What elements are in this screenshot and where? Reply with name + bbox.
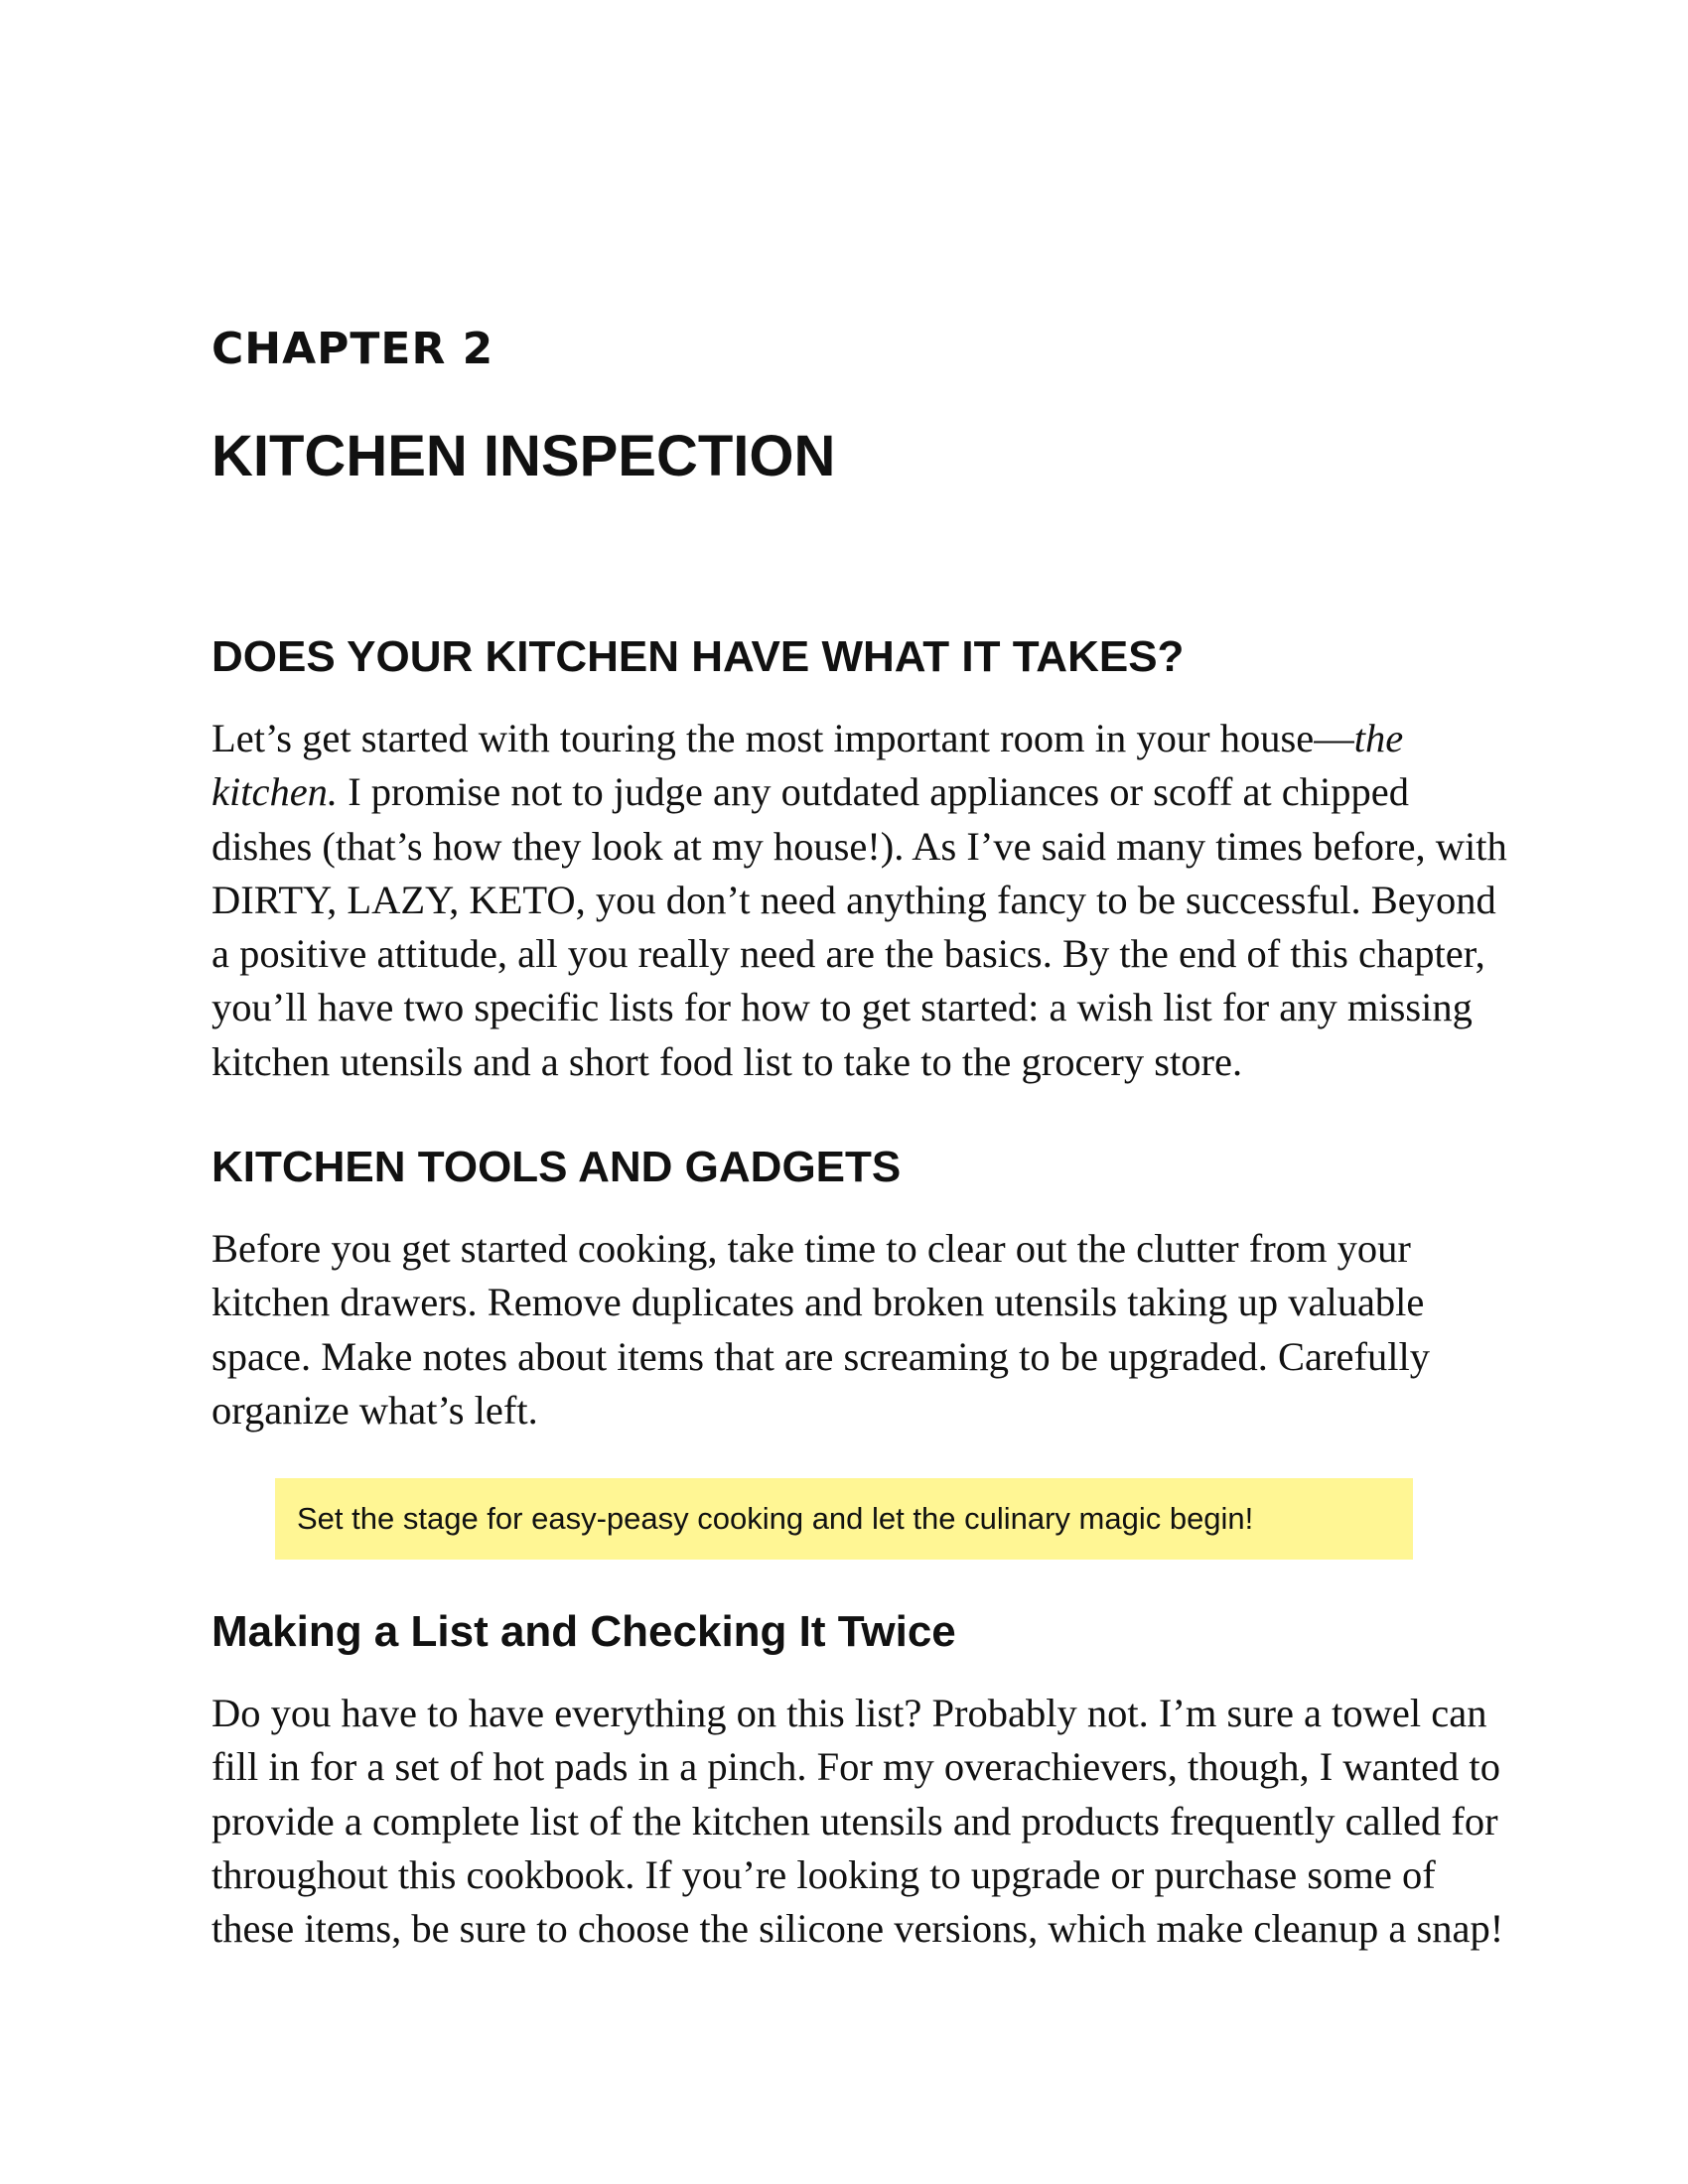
- paragraph-line: provide a complete list of the kitchen utensils and products frequently called for: [211, 1798, 1498, 1843]
- emphasis-text: the: [1353, 716, 1404, 760]
- paragraph-what-it-takes: [211, 712, 1507, 1089]
- paragraph-line: organize what’s left.: [211, 1387, 538, 1433]
- paragraph-line: kitchen drawers. Remove duplicates and broken utensils taking up valuable: [211, 1280, 1425, 1325]
- paragraph-line: dishes (that’s how they look at my house!). As I’ve said many times before, with: [211, 823, 1507, 869]
- section-heading-what-it-takes: DOES YOUR KITCHEN HAVE WHAT IT TAKES?: [211, 632, 1185, 681]
- paragraph-line: Do you have to have everything on this list? Probably not. I’m sure a towel can: [211, 1691, 1487, 1735]
- paragraph-line: DIRTY, LAZY, KETO, you don’t need anything fancy to be successful. Beyond: [211, 877, 1496, 922]
- paragraph-line: you’ll have two specific lists for how to get started: a wish list for any missing: [211, 985, 1473, 1030]
- paragraph-tools-gadgets: [211, 1222, 1502, 1437]
- paragraph-line: kitchen. I promise not to judge any outdated appliances or scoff at chipped: [211, 769, 1410, 815]
- callout-text: Set the stage for easy-peasy cooking and let the culinary magic begin!: [297, 1501, 1254, 1536]
- section-heading-tools-gadgets: KITCHEN TOOLS AND GADGETS: [211, 1143, 902, 1191]
- paragraph-line: Before you get started cooking, take time to clear out the clutter from your: [211, 1226, 1411, 1271]
- chapter-title: KITCHEN INSPECTION: [211, 424, 836, 488]
- paragraph-line: Let’s get started with touring the most important room in your house—the: [211, 716, 1404, 760]
- section-heading-making-a-list: Making a List and Checking It Twice: [211, 1607, 956, 1656]
- paragraph-line: throughout this cookbook. If you’re looking to upgrade or purchase some of: [211, 1851, 1436, 1897]
- paragraph-line: these items, be sure to choose the silicone versions, which make cleanup a snap!: [211, 1906, 1504, 1952]
- paragraph-line: a positive attitude, all you really need are the basics. By the end of this chapter,: [211, 931, 1485, 977]
- paragraph-making-a-list: [211, 1687, 1502, 1956]
- paragraph-line: kitchen utensils and a short food list to take to the grocery store.: [211, 1038, 1243, 1084]
- chapter-label: CHAPTER 2: [211, 324, 494, 374]
- paragraph-line: space. Make notes about items that are screaming to be upgraded. Carefully: [211, 1333, 1430, 1379]
- callout-box: [275, 1478, 1413, 1560]
- paragraph-line: fill in for a set of hot pads in a pinch. For my overachievers, though, I wanted to: [211, 1744, 1500, 1790]
- emphasis-text: kitchen.: [211, 769, 339, 815]
